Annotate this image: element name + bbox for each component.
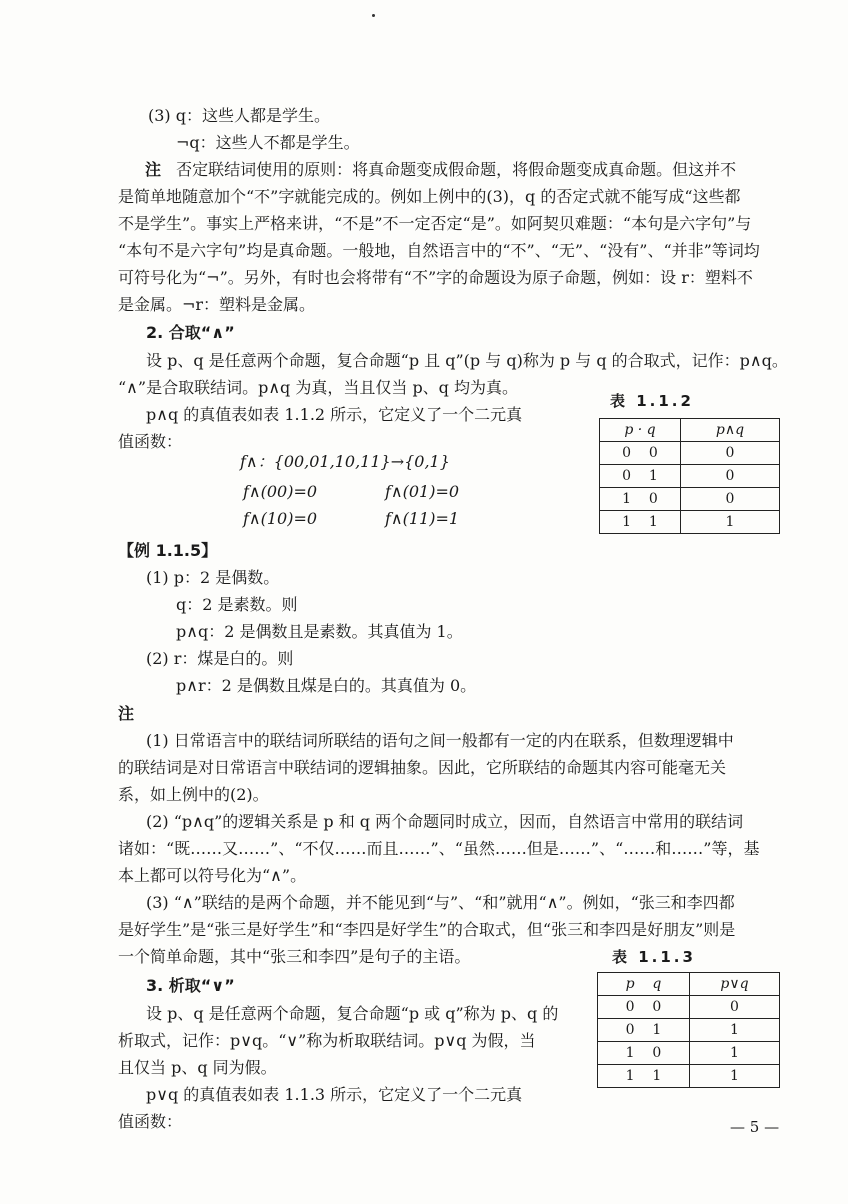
para-line: 设 p、q 是任意两个命题，复合命题“p 或 q”称为 p、q 的 bbox=[146, 1004, 559, 1023]
example-line: q：2 是素数。则 bbox=[176, 595, 298, 614]
header-p: p bbox=[624, 422, 634, 438]
pq-values-cell bbox=[600, 511, 681, 534]
para-line: 是金属。¬r：塑料是金属。 bbox=[118, 295, 316, 314]
scan-speck bbox=[372, 14, 375, 17]
example-title: 【例 1.1.5】 bbox=[118, 541, 218, 560]
func-value: f∧(10)=0 bbox=[243, 509, 318, 528]
result-value: 0 bbox=[690, 996, 780, 1019]
pq-values-cell bbox=[600, 488, 681, 511]
header-q: q bbox=[652, 976, 662, 992]
example-line: (1) p：2 是偶数。 bbox=[146, 568, 280, 587]
table-header: p · q bbox=[600, 419, 681, 442]
note-line: (1) 日常语言中的联结词所联结的语句之间一般都有一定的内在联系，但数理逻辑中 bbox=[146, 731, 734, 750]
pq-values-cell bbox=[598, 1019, 690, 1042]
table-1-1-2-caption: 表 1.1.2 bbox=[610, 392, 694, 410]
para-line: 设 p、q 是任意两个命题，复合命题“p 且 q”(p 与 q)称为 p 与 q 的合取式，记作：p∧q。 bbox=[146, 351, 788, 370]
para-line: 值函数： bbox=[118, 1112, 183, 1131]
p-value: 1 bbox=[622, 514, 632, 530]
header-pq: p∧q bbox=[681, 419, 780, 442]
note-line: 是好学生”是“张三是好学生”和“李四是好学生”的合取式，但“张三和李四是好朋友”则是 bbox=[118, 920, 736, 939]
para-line: “∧”是合取联结词。p∧q 为真，当且仅当 p、q 均为真。 bbox=[118, 378, 519, 397]
q-value: 1 bbox=[652, 1022, 662, 1038]
q-value: 0 bbox=[648, 491, 658, 507]
para-line: 析取式，记作：p∨q。“∨”称为析取联结词。p∨q 为假，当 bbox=[118, 1031, 536, 1050]
pq-values-cell bbox=[600, 465, 681, 488]
table-row bbox=[600, 511, 780, 534]
p-value: 1 bbox=[622, 491, 632, 507]
q-value: 0 bbox=[652, 1045, 662, 1061]
q-value: 1 bbox=[652, 1068, 662, 1084]
note-line: (2) “p∧q”的逻辑关系是 p 和 q 两个命题同时成立，因而，自然语言中常用的联结词 bbox=[146, 812, 744, 831]
note-line: 一个简单命题，其中“张三和李四”是句子的主语。 bbox=[118, 947, 471, 966]
p-value: 0 bbox=[622, 468, 632, 484]
table-row bbox=[600, 465, 780, 488]
table-header bbox=[598, 973, 690, 996]
para-line: 值函数： bbox=[118, 432, 183, 451]
note-label: 注 bbox=[145, 160, 162, 179]
line-neg-q: ¬q：这些人不都是学生。 bbox=[176, 133, 360, 152]
p-value: 1 bbox=[625, 1068, 635, 1084]
q-value: 0 bbox=[648, 445, 658, 461]
result-value: 1 bbox=[681, 511, 780, 534]
pq-values-cell bbox=[600, 442, 681, 465]
note-line: 本上都可以符号化为“∧”。 bbox=[118, 866, 307, 885]
func-value: f∧(01)=0 bbox=[385, 482, 460, 501]
note-paragraph-1 bbox=[145, 160, 736, 180]
pq-values-cell bbox=[598, 1065, 690, 1088]
section-2-title: 2. 合取“∧” bbox=[146, 323, 235, 342]
para-line: p∨q 的真值表如表 1.1.3 所示，它定义了一个二元真 bbox=[146, 1085, 523, 1104]
note-2-label: 注 bbox=[118, 704, 135, 723]
para-line: “本句不是六字句”均是真命题。一般地，自然语言中的“不”、“无”、“没有”、“并非”等词均 bbox=[118, 241, 760, 260]
table-row bbox=[598, 1042, 780, 1065]
q-value: 1 bbox=[648, 514, 658, 530]
result-value: 1 bbox=[690, 1042, 780, 1065]
header-pq: p∨q bbox=[690, 973, 780, 996]
note-line: 系，如上例中的(2)。 bbox=[118, 785, 269, 804]
p-value: 0 bbox=[625, 999, 635, 1015]
table-row bbox=[598, 996, 780, 1019]
q-value: 1 bbox=[648, 468, 658, 484]
page-number: — 5 — bbox=[730, 1118, 780, 1136]
p-value: 0 bbox=[625, 1022, 635, 1038]
table-1-1-3-caption: 表 1.1.3 bbox=[612, 948, 696, 966]
para-line: 可符号化为“¬”。另外，有时也会将带有“不”字的命题设为原子命题，例如：设 r：塑料不 bbox=[118, 268, 753, 287]
para-line: p∧q 的真值表如表 1.1.2 所示，它定义了一个二元真 bbox=[146, 405, 523, 424]
p-value: 0 bbox=[622, 445, 632, 461]
para-line: 是简单地随意加个“不”字就能完成的。例如上例中的(3)，q 的否定式就不能写成“这些都 bbox=[118, 187, 741, 206]
truth-table-or bbox=[597, 972, 780, 1088]
q-value: 0 bbox=[652, 999, 662, 1015]
pq-values-cell bbox=[598, 996, 690, 1019]
result-value: 0 bbox=[681, 488, 780, 511]
example-line: p∧q：2 是偶数且是素数。其真值为 1。 bbox=[176, 622, 463, 641]
header-q: q bbox=[646, 422, 656, 438]
truth-table-and bbox=[599, 418, 780, 534]
func-definition: f∧：{00,01,10,11}→{0,1} bbox=[240, 452, 450, 471]
para-line: 不是学生”。事实上严格来讲，“不是”不一定否定“是”。如阿契贝难题：“本句是六字句”与 bbox=[118, 214, 752, 233]
example-line: (2) r：煤是白的。则 bbox=[146, 649, 294, 668]
para-line: 且仅当 p、q 同为假。 bbox=[118, 1058, 277, 1077]
note-line: 否定联结词使用的原则：将真命题变成假命题，将假命题变成真命题。但这并不 bbox=[176, 160, 737, 179]
pq-values-cell bbox=[598, 1042, 690, 1065]
table-row bbox=[600, 488, 780, 511]
func-value: f∧(00)=0 bbox=[243, 482, 318, 501]
line-3q: (3) q：这些人都是学生。 bbox=[148, 106, 330, 125]
header-p: p bbox=[625, 976, 635, 992]
result-value: 1 bbox=[690, 1065, 780, 1088]
table-row bbox=[600, 442, 780, 465]
note-line: 诸如：“既……又……”、“不仅……而且……”、“虽然……但是……”、“……和……”等，基 bbox=[118, 839, 760, 858]
result-value: 0 bbox=[681, 442, 780, 465]
example-line: p∧r：2 是偶数且煤是白的。其真值为 0。 bbox=[176, 676, 477, 695]
func-value: f∧(11)=1 bbox=[385, 509, 460, 528]
result-value: 0 bbox=[681, 465, 780, 488]
section-3-title: 3. 析取“∨” bbox=[146, 976, 235, 995]
table-row bbox=[598, 1019, 780, 1042]
table-row bbox=[598, 1065, 780, 1088]
result-value: 1 bbox=[690, 1019, 780, 1042]
note-line: 的联结词是对日常语言中联结词的逻辑抽象。因此，它所联结的命题其内容可能毫无关 bbox=[118, 758, 727, 777]
note-line: (3) “∧”联结的是两个命题，并不能见到“与”、“和”就用“∧”。例如，“张三和李四都 bbox=[146, 893, 735, 912]
p-value: 1 bbox=[625, 1045, 635, 1061]
